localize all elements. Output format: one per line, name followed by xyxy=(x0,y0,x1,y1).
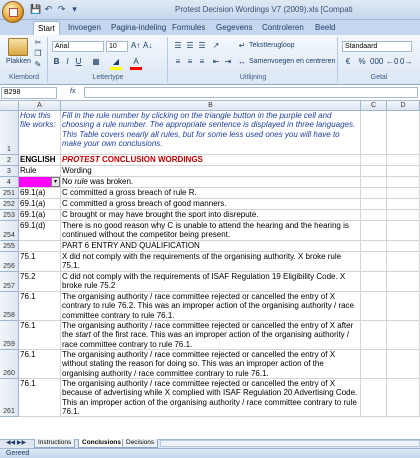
cell-c[interactable] xyxy=(361,177,387,188)
tab-start[interactable]: Start xyxy=(33,21,60,35)
column-header-d[interactable]: D xyxy=(387,101,420,111)
rule-input-cell[interactable] xyxy=(19,177,61,188)
cell-b-text: The organising authority / race committee rejected or cancelled the entry of X because of advertising while X complied with ISAF Regulation 20 Advertising Code. This an improper action of the organising authority / race committee contrary to rule 76.1. xyxy=(62,379,358,416)
cell-c[interactable] xyxy=(361,188,387,199)
cell-d[interactable] xyxy=(387,379,420,417)
font-group-label: Lettertype xyxy=(92,74,124,81)
align-middle-icon[interactable]: ☰ xyxy=(186,41,194,50)
column-header-b[interactable]: B xyxy=(61,101,361,111)
cell-b-prefix: The organising authority / race committee rejected or cancelled the entry of X after the xyxy=(62,321,354,340)
paste-button[interactable]: Plakken xyxy=(6,58,31,65)
sheet-tab-decisions[interactable]: Decisions xyxy=(122,439,158,448)
borders-icon[interactable]: ▦ xyxy=(92,57,100,66)
decrease-decimal-icon[interactable]: 0→ xyxy=(400,57,413,66)
save-icon[interactable]: 💾 xyxy=(30,4,42,14)
cell-c[interactable] xyxy=(361,199,387,210)
cell-b[interactable] xyxy=(61,321,361,350)
cell-b-prefix: PROTEST xyxy=(62,155,100,164)
name-box[interactable]: B298 xyxy=(1,87,57,99)
cell-d[interactable] xyxy=(387,210,420,221)
tab-invoegen[interactable]: Invoegen xyxy=(68,23,101,32)
cell-a[interactable]: 69.1(d) xyxy=(19,221,61,241)
cell-b[interactable] xyxy=(61,379,361,417)
cell-b-text: CONCLUSION WORDINGS xyxy=(99,155,203,164)
thousands-icon[interactable]: 000 xyxy=(370,57,384,66)
wrap-text-button[interactable]: Tekstterugloop xyxy=(249,42,295,49)
office-button[interactable] xyxy=(2,1,24,23)
cell-a[interactable]: 76.1 xyxy=(19,379,61,417)
cell-b[interactable] xyxy=(61,272,361,292)
cell-b-text: C committed a gross breach of rule R. xyxy=(62,188,197,197)
cell-a[interactable]: 69.1(a) xyxy=(19,188,61,199)
tab-controleren[interactable]: Controleren xyxy=(262,23,304,32)
cell-d[interactable] xyxy=(387,350,420,379)
cell-a[interactable]: 75.2 xyxy=(19,272,61,292)
cell-c[interactable] xyxy=(361,252,387,272)
row-header[interactable]: 260 xyxy=(0,350,19,379)
sheet-tab-conclusions[interactable]: Conclusions xyxy=(78,439,125,448)
grow-font-icon[interactable]: A↑ xyxy=(131,41,141,50)
cell-b[interactable] xyxy=(61,221,361,241)
cell-c[interactable] xyxy=(361,272,387,292)
row-header[interactable]: 259 xyxy=(0,321,19,350)
fill-color-icon[interactable]: ◢ xyxy=(110,57,122,70)
tab-beeld[interactable]: Beeld xyxy=(315,23,336,32)
cell-c[interactable] xyxy=(361,221,387,241)
align-left-icon[interactable]: ≡ xyxy=(175,57,181,66)
bold-icon[interactable]: B xyxy=(53,57,60,66)
row-header[interactable]: 254 xyxy=(0,221,19,241)
cell-d[interactable] xyxy=(387,292,420,321)
cell-b-text: was broken. xyxy=(87,177,134,186)
cell-c[interactable] xyxy=(361,321,387,350)
cell-b[interactable] xyxy=(61,199,361,210)
row-header[interactable]: 1 xyxy=(0,111,19,155)
cell-b-text: of the first race. This was an improper action of the organising authority / race committee contrary to rule 76.1. xyxy=(62,330,350,349)
cell-a[interactable]: 69.1(a) xyxy=(19,199,61,210)
font-name-select[interactable]: Arial xyxy=(52,41,104,52)
sheet-tab-instructions[interactable]: Instructions xyxy=(34,439,75,448)
cell-c[interactable] xyxy=(361,292,387,321)
row-header[interactable]: 253 xyxy=(0,210,19,221)
paste-icon[interactable] xyxy=(8,38,28,56)
row-header[interactable]: 4 xyxy=(0,177,19,188)
italic-icon[interactable]: I xyxy=(66,57,69,66)
align-center-icon[interactable]: ≡ xyxy=(187,57,193,66)
horizontal-scrollbar[interactable] xyxy=(160,440,420,447)
cell-a[interactable]: Rule xyxy=(19,166,61,177)
cell-b[interactable] xyxy=(61,188,361,199)
cell-d[interactable] xyxy=(387,321,420,350)
cell-a[interactable]: 69.1(a) xyxy=(19,210,61,221)
cell-c[interactable] xyxy=(361,350,387,379)
tab-gegevens[interactable]: Gegevens xyxy=(216,23,253,32)
quick-access-dropdown-icon[interactable]: ▾ xyxy=(72,4,77,14)
cell-b[interactable] xyxy=(61,252,361,272)
cell-a[interactable]: ENGLISH xyxy=(19,155,61,166)
cell-b[interactable] xyxy=(61,177,361,188)
tab-formules[interactable]: Formules xyxy=(172,23,206,32)
cell-b[interactable] xyxy=(61,241,361,252)
font-size-select[interactable]: 10 xyxy=(106,41,128,52)
format-painter-icon[interactable]: ✎ xyxy=(34,60,42,69)
row-header[interactable]: 3 xyxy=(0,166,19,177)
cut-icon[interactable]: ✂ xyxy=(34,38,42,47)
number-group-label: Getal xyxy=(370,74,388,81)
cell-b[interactable] xyxy=(61,210,361,221)
decrease-indent-icon[interactable]: ⇤ xyxy=(212,57,220,66)
row-header[interactable]: 252 xyxy=(0,199,19,210)
ribbon-tab-row xyxy=(0,20,420,35)
status-bar: Gereed xyxy=(0,448,420,458)
office-logo-icon xyxy=(9,8,18,17)
cell-b[interactable] xyxy=(61,292,361,321)
cell-a[interactable] xyxy=(19,241,61,252)
cell-a[interactable]: 76.1 xyxy=(19,321,61,350)
cell-c[interactable] xyxy=(361,241,387,252)
row-header[interactable]: 2 xyxy=(0,155,19,166)
number-format-select[interactable]: Standaard xyxy=(342,41,412,52)
increase-decimal-icon[interactable]: ←0 xyxy=(386,57,399,66)
cell-b-emphasis: rule xyxy=(74,177,88,186)
cell-c[interactable] xyxy=(361,210,387,221)
cell-a[interactable]: 76.1 xyxy=(19,292,61,321)
formula-input[interactable] xyxy=(84,87,418,98)
dropdown-arrow-icon[interactable]: ▾ xyxy=(51,177,60,187)
undo-icon[interactable]: ↶ xyxy=(44,4,53,14)
window-title: Protest Decision Wordings V7 (2009).xls [Compati xyxy=(175,5,353,14)
percent-icon[interactable]: % xyxy=(358,57,366,66)
row-header[interactable]: 255 xyxy=(0,241,19,252)
cell-b-text: PART 6 ENTRY AND QUALIFICATION xyxy=(62,241,200,250)
copy-icon[interactable]: ❐ xyxy=(34,49,42,58)
cell-b[interactable] xyxy=(61,155,361,166)
cell-d[interactable] xyxy=(387,111,420,155)
cell-b-text: The organising authority / race committee rejected or cancelled the entry of X without stating the reason for doing so. This was an improper action of the organising authority / race committee contrary to rule 76.1. xyxy=(62,350,336,378)
cell-c[interactable] xyxy=(361,379,387,417)
cell-b[interactable] xyxy=(61,166,361,177)
align-right-icon[interactable]: ≡ xyxy=(199,57,205,66)
cell-b-text: C committed a gross breach of good manners. xyxy=(62,199,227,208)
clipboard-group-label: Klembord xyxy=(9,74,39,81)
cell-d[interactable] xyxy=(387,199,420,210)
select-all-corner[interactable] xyxy=(0,101,19,111)
font-color-icon[interactable]: A xyxy=(130,57,142,70)
cell-b-text: X did not comply with the requirements of the organising authority. X broke rule 75.1. xyxy=(62,252,342,271)
cell-d[interactable] xyxy=(387,221,420,241)
cell-a[interactable]: 76.1 xyxy=(19,350,61,379)
cell-b-emphasis: start xyxy=(75,330,91,340)
column-header-a[interactable]: A xyxy=(19,101,61,111)
align-bottom-icon[interactable]: ☰ xyxy=(198,41,206,50)
row-header[interactable]: 256 xyxy=(0,252,19,272)
cell-b[interactable] xyxy=(61,350,361,379)
cell-d[interactable] xyxy=(387,272,420,292)
cell-b-prefix: No xyxy=(62,177,75,186)
tab-pagina-indeling[interactable]: Pagina-indeling xyxy=(111,23,167,32)
cell-b-text: C brought or may have brought the sport into disrepute. xyxy=(62,210,259,219)
row-header[interactable]: 251 xyxy=(0,188,19,199)
currency-icon[interactable]: € xyxy=(345,57,351,66)
cell-b-text: Fill in the rule number by clicking on the triangle button in the purple cell and choosing a rule number. The appropriate sentence is displayed in three languages. This Table covers nearly all rules, but for some less used ones you will have to make your own conclusions. xyxy=(62,111,356,148)
merge-center-button[interactable]: Samenvoegen en centreren xyxy=(249,58,336,65)
cell-b-text: The organising authority / race committee rejected or cancelled the entry of X contrary to rule 76.2. This was an improper action of the organising authority / race committee contrary to rule 76.1. xyxy=(62,292,355,320)
cell-c[interactable] xyxy=(361,111,387,155)
row-header[interactable]: 258 xyxy=(0,292,19,321)
redo-icon[interactable]: ↷ xyxy=(57,4,66,14)
row-header[interactable]: 261 xyxy=(0,379,19,417)
alignment-group-label: Uitlijning xyxy=(239,74,267,81)
cell-a[interactable]: 75.1 xyxy=(19,252,61,272)
cell-d[interactable] xyxy=(387,188,420,199)
align-top-icon[interactable]: ☰ xyxy=(174,41,182,50)
cell-a[interactable]: How this file works: xyxy=(19,111,61,155)
column-header-c[interactable]: C xyxy=(361,101,387,111)
shrink-font-icon[interactable]: A↓ xyxy=(143,41,153,50)
cell-d[interactable] xyxy=(387,252,420,272)
cell-d[interactable] xyxy=(387,241,420,252)
cell-b-text: There is no good reason why C is unable to attend the hearing and the hearing is continued without the competitor being present. xyxy=(62,221,349,240)
cell-d[interactable] xyxy=(387,166,420,177)
cell-b-text: Wording xyxy=(62,166,92,175)
underline-icon[interactable]: U xyxy=(75,57,82,66)
sheet-nav-arrows-icon[interactable]: ◀◀ ▶▶ xyxy=(5,440,27,446)
row-header[interactable]: 257 xyxy=(0,272,19,292)
increase-indent-icon[interactable]: ⇥ xyxy=(224,57,232,66)
cell-c[interactable] xyxy=(361,155,387,166)
merge-center-icon: ↔ xyxy=(238,57,246,66)
cell-d[interactable] xyxy=(387,155,420,166)
cell-b[interactable] xyxy=(61,111,361,155)
cell-d[interactable] xyxy=(387,177,420,188)
cell-c[interactable] xyxy=(361,166,387,177)
fx-icon[interactable]: fx xyxy=(70,88,76,95)
cell-b-text: C did not comply with the requirements of ISAF Regulation 19 Eligibility Code. X broke rule 75.2 xyxy=(62,272,346,291)
wrap-text-icon: ↵ xyxy=(238,41,246,50)
orientation-icon[interactable]: ↗ xyxy=(212,41,220,50)
